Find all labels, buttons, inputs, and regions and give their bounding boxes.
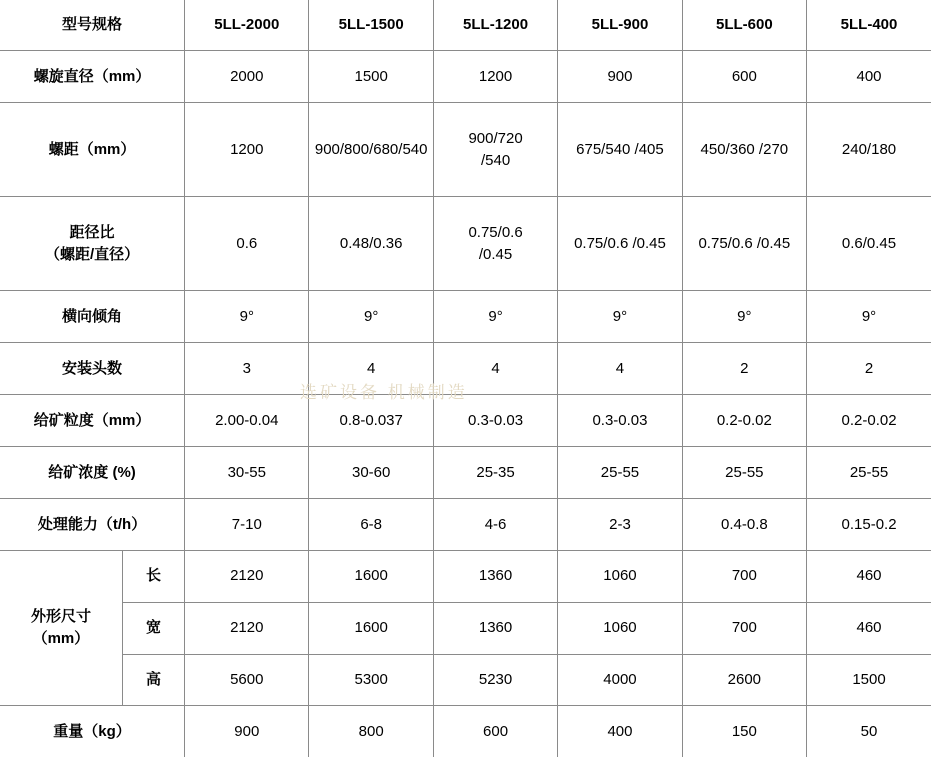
- cell-2-0: 0.6: [185, 197, 309, 291]
- cell-4-5: 2: [807, 343, 931, 395]
- cell-dim-0-2: 1360: [433, 550, 557, 602]
- cell-0-3: 900: [558, 51, 682, 103]
- dimension-group-label: 外形尺寸 （mm）: [0, 550, 122, 706]
- cell-6-1: 30-60: [309, 447, 433, 499]
- cell-3-1: 9°: [309, 291, 433, 343]
- cell-4-4: 2: [682, 343, 806, 395]
- cell-7-1: 6-8: [309, 498, 433, 550]
- row-label-5: 给矿粒度（mm）: [0, 395, 185, 447]
- cell-4-0: 3: [185, 343, 309, 395]
- header-model-2: 5LL-1200: [433, 0, 557, 51]
- cell-2-4: 0.75/0.6 /0.45: [682, 197, 806, 291]
- cell-5-5: 0.2-0.02: [807, 395, 931, 447]
- header-model-1: 5LL-1500: [309, 0, 433, 51]
- header-model-5: 5LL-400: [807, 0, 931, 51]
- table-row: [0, 395, 931, 447]
- cell-4-1: 4: [309, 343, 433, 395]
- cell-6-3: 25-55: [558, 447, 682, 499]
- cell-dim-2-3: 4000: [558, 654, 682, 706]
- cell-dim-1-4: 700: [682, 602, 806, 654]
- table-row: [0, 51, 931, 103]
- cell-4-3: 4: [558, 343, 682, 395]
- cell-1-3: 675/540 /405: [558, 103, 682, 197]
- row-label-0: 螺旋直径（mm）: [0, 51, 185, 103]
- cell-3-2: 9°: [433, 291, 557, 343]
- table-row: [0, 291, 931, 343]
- row-label-7: 处理能力（t/h）: [0, 498, 185, 550]
- cell-weight-3: 400: [558, 706, 682, 757]
- table-row-weight: [0, 706, 931, 757]
- header-label: 型号规格: [0, 0, 185, 51]
- cell-weight-2: 600: [433, 706, 557, 757]
- cell-3-0: 9°: [185, 291, 309, 343]
- watermark-text: 选矿设备 机械制造: [300, 383, 468, 402]
- header-model-4: 5LL-600: [682, 0, 806, 51]
- cell-7-2: 4-6: [433, 498, 557, 550]
- cell-0-0: 2000: [185, 51, 309, 103]
- cell-dim-0-5: 460: [807, 550, 931, 602]
- cell-5-4: 0.2-0.02: [682, 395, 806, 447]
- cell-1-2: 900/720 /540: [433, 103, 557, 197]
- cell-dim-0-1: 1600: [309, 550, 433, 602]
- cell-1-1: 900/800/680/540: [309, 103, 433, 197]
- cell-1-5: 240/180: [807, 103, 931, 197]
- cell-4-2: 4: [433, 343, 557, 395]
- cell-dim-1-5: 460: [807, 602, 931, 654]
- cell-dim-2-0: 5600: [185, 654, 309, 706]
- cell-2-5: 0.6/0.45: [807, 197, 931, 291]
- table-row-dimension-width: [0, 602, 931, 654]
- row-label-4: 安装头数: [0, 343, 185, 395]
- cell-dim-0-4: 700: [682, 550, 806, 602]
- table-row: [0, 498, 931, 550]
- cell-dim-2-4: 2600: [682, 654, 806, 706]
- header-model-3: 5LL-900: [558, 0, 682, 51]
- cell-weight-4: 150: [682, 706, 806, 757]
- cell-dim-0-0: 2120: [185, 550, 309, 602]
- cell-1-4: 450/360 /270: [682, 103, 806, 197]
- dimension-sub-label-0: 长: [122, 550, 184, 602]
- cell-3-4: 9°: [682, 291, 806, 343]
- row-label-weight: 重量（kg）: [0, 706, 185, 757]
- cell-3-5: 9°: [807, 291, 931, 343]
- row-label-6: 给矿浓度 (%): [0, 447, 185, 499]
- cell-0-5: 400: [807, 51, 931, 103]
- table-row: [0, 197, 931, 291]
- cell-6-5: 25-55: [807, 447, 931, 499]
- cell-dim-2-5: 1500: [807, 654, 931, 706]
- cell-weight-0: 900: [185, 706, 309, 757]
- cell-dim-1-2: 1360: [433, 602, 557, 654]
- cell-dim-0-3: 1060: [558, 550, 682, 602]
- cell-0-2: 1200: [433, 51, 557, 103]
- cell-7-3: 2-3: [558, 498, 682, 550]
- cell-7-0: 7-10: [185, 498, 309, 550]
- cell-5-0: 2.00-0.04: [185, 395, 309, 447]
- cell-7-4: 0.4-0.8: [682, 498, 806, 550]
- cell-weight-1: 800: [309, 706, 433, 757]
- cell-0-4: 600: [682, 51, 806, 103]
- table-row: [0, 343, 931, 395]
- cell-7-5: 0.15-0.2: [807, 498, 931, 550]
- cell-dim-1-1: 1600: [309, 602, 433, 654]
- cell-dim-1-0: 2120: [185, 602, 309, 654]
- cell-5-3: 0.3-0.03: [558, 395, 682, 447]
- table-row: [0, 447, 931, 499]
- dimension-sub-label-2: 高: [122, 654, 184, 706]
- cell-weight-5: 50: [807, 706, 931, 757]
- cell-6-2: 25-35: [433, 447, 557, 499]
- table-row: [0, 103, 931, 197]
- table-header-row: [0, 0, 931, 51]
- cell-5-1: 0.8-0.037: [309, 395, 433, 447]
- row-label-2: 距径比 （螺距/直径）: [0, 197, 185, 291]
- cell-dim-2-1: 5300: [309, 654, 433, 706]
- header-model-0: 5LL-2000: [185, 0, 309, 51]
- row-label-1: 螺距（mm）: [0, 103, 185, 197]
- cell-dim-1-3: 1060: [558, 602, 682, 654]
- cell-6-4: 25-55: [682, 447, 806, 499]
- table-row-dimension-length: [0, 550, 931, 602]
- cell-3-3: 9°: [558, 291, 682, 343]
- cell-1-0: 1200: [185, 103, 309, 197]
- dimension-sub-label-1: 宽: [122, 602, 184, 654]
- table-row-dimension-height: [0, 654, 931, 706]
- cell-2-2: 0.75/0.6 /0.45: [433, 197, 557, 291]
- cell-5-2: 0.3-0.03: [433, 395, 557, 447]
- cell-2-1: 0.48/0.36: [309, 197, 433, 291]
- cell-0-1: 1500: [309, 51, 433, 103]
- row-label-3: 横向倾角: [0, 291, 185, 343]
- cell-6-0: 30-55: [185, 447, 309, 499]
- cell-2-3: 0.75/0.6 /0.45: [558, 197, 682, 291]
- cell-dim-2-2: 5230: [433, 654, 557, 706]
